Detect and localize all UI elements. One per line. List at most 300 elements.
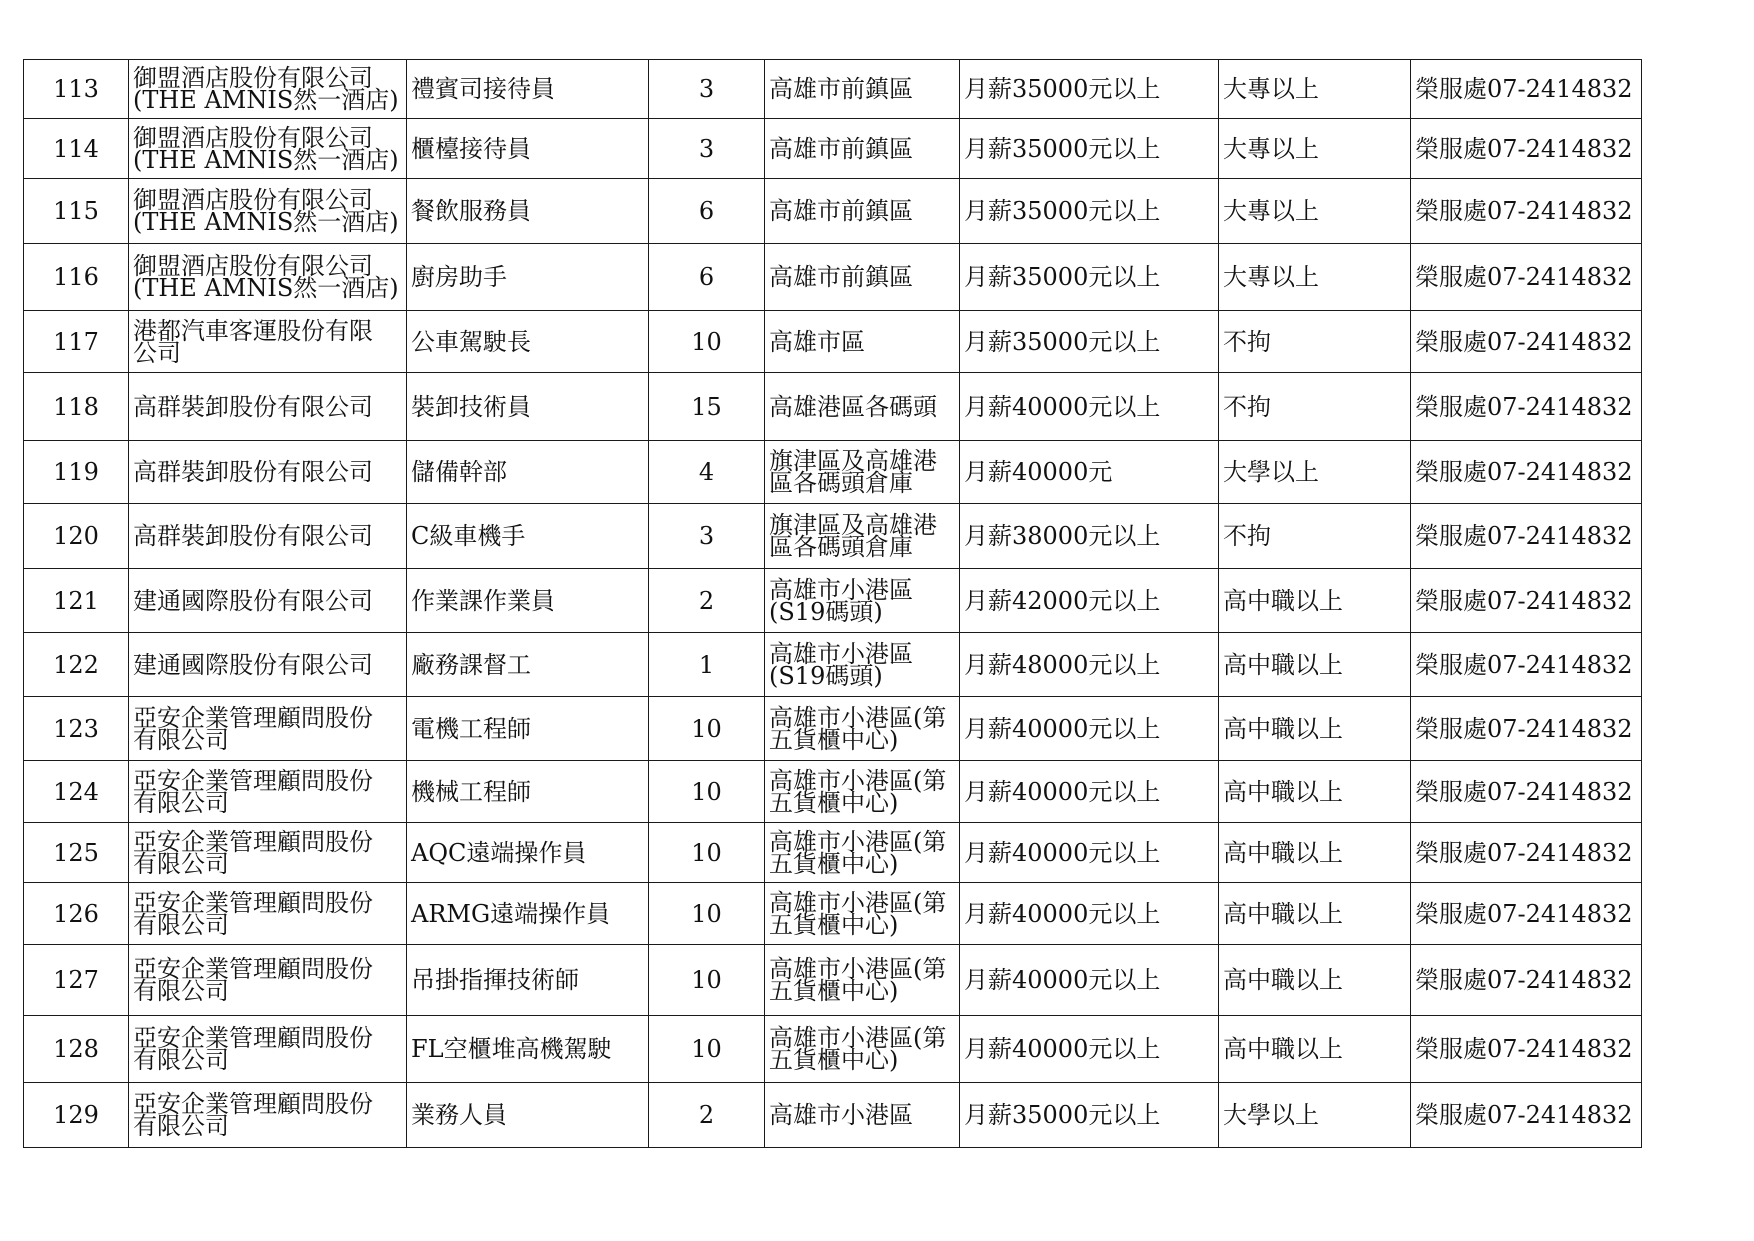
company-cell	[129, 504, 407, 569]
company-cell	[129, 311, 407, 373]
work-location-line: 高雄市小港區(第	[769, 703, 947, 732]
company-cell	[129, 823, 407, 883]
company-cell	[129, 1083, 407, 1148]
job-title-cell	[407, 883, 649, 945]
row-number-text: 114	[53, 134, 99, 163]
job-title-text: 吊掛指揮技術師	[411, 966, 579, 994]
education-requirement-cell	[1219, 945, 1411, 1016]
company-line: 高群裝卸股份有限公司	[133, 458, 373, 486]
work-location-line: 五貨櫃中心)	[769, 1046, 899, 1074]
job-title-text: 作業課作業員	[411, 586, 555, 615]
job-title-cell	[407, 244, 649, 311]
salary-cell	[960, 311, 1219, 373]
work-location-cell	[765, 569, 960, 633]
row-number-text: 128	[53, 1035, 99, 1063]
contact-text: 榮服處07-2414832	[1415, 134, 1633, 163]
job-title-text: 餐飲服務員	[411, 197, 531, 225]
row-number-text: 117	[53, 327, 99, 356]
job-title-cell	[407, 179, 649, 244]
contact-text: 榮服處07-2414832	[1415, 838, 1633, 867]
row-number-text: 127	[53, 966, 99, 994]
company-line: 高群裝卸股份有限公司	[133, 522, 373, 550]
job-title-cell	[407, 1016, 649, 1083]
work-location-cell	[765, 311, 960, 373]
work-location-line: 高雄市小港區	[769, 575, 913, 604]
company-cell	[129, 119, 407, 179]
work-location-line: 高雄市小港區	[769, 639, 913, 668]
row-number-text: 125	[53, 838, 99, 867]
contact-cell	[1411, 504, 1642, 569]
work-location-cell	[765, 244, 960, 311]
salary-cell	[960, 633, 1219, 697]
job-title-text: 業務人員	[411, 1101, 507, 1129]
salary-cell	[960, 1016, 1219, 1083]
contact-cell	[1411, 697, 1642, 761]
row-number-cell	[24, 441, 129, 504]
work-location-cell	[765, 1016, 960, 1083]
row-number-cell	[24, 883, 129, 945]
row-number-text: 124	[53, 777, 99, 806]
job-title-cell	[407, 1083, 649, 1148]
company-cell	[129, 179, 407, 244]
row-number-text: 113	[53, 75, 99, 103]
openings-count-text: 10	[691, 838, 722, 867]
company-cell	[129, 1016, 407, 1083]
company-line: 有限公司	[133, 1112, 229, 1140]
openings-count-cell	[649, 883, 765, 945]
table-row	[24, 244, 1642, 311]
salary-text: 月薪42000元以上	[964, 586, 1161, 615]
job-title-cell	[407, 311, 649, 373]
salary-text: 月薪35000元以上	[964, 263, 1161, 291]
openings-count-cell	[649, 119, 765, 179]
job-title-cell	[407, 697, 649, 761]
work-location-line: 旗津區及高雄港	[769, 511, 937, 539]
row-number-text: 119	[53, 458, 99, 486]
openings-count-text: 6	[698, 263, 715, 291]
company-line: 御盟酒店股份有限公司	[133, 252, 373, 280]
job-title-cell	[407, 761, 649, 823]
openings-count-text: 15	[691, 392, 722, 421]
table-row	[24, 504, 1642, 569]
openings-count-cell	[649, 697, 765, 761]
job-title-text: AQC遠端操作員	[411, 838, 587, 867]
table-row	[24, 883, 1642, 945]
work-location-cell	[765, 945, 960, 1016]
row-number-cell	[24, 179, 129, 244]
job-title-cell	[407, 60, 649, 119]
job-listing-body	[24, 60, 1642, 1148]
education-requirement-cell	[1219, 311, 1411, 373]
salary-cell	[960, 504, 1219, 569]
work-location-line: 區各碼頭倉庫	[769, 533, 913, 561]
openings-count-cell	[649, 311, 765, 373]
row-number-text: 122	[53, 650, 99, 679]
row-number-cell	[24, 311, 129, 373]
row-number-cell	[24, 244, 129, 311]
salary-cell	[960, 883, 1219, 945]
work-location-cell	[765, 119, 960, 179]
row-number-cell	[24, 373, 129, 441]
work-location-line: 五貨櫃中心)	[769, 977, 899, 1005]
salary-text: 月薪48000元以上	[964, 650, 1161, 679]
row-number-cell	[24, 945, 129, 1016]
work-location-cell	[765, 60, 960, 119]
salary-cell	[960, 119, 1219, 179]
salary-text: 月薪40000元以上	[964, 392, 1161, 421]
company-line: 亞安企業管理顧問股份	[133, 955, 373, 983]
job-title-text: 廠務課督工	[411, 650, 531, 679]
work-location-line: 高雄市前鎮區	[769, 75, 913, 103]
education-requirement-text: 高中職以上	[1223, 586, 1343, 615]
job-title-text: 電機工程師	[411, 714, 531, 743]
company-line: 有限公司	[133, 1046, 229, 1074]
company-cell	[129, 633, 407, 697]
openings-count-cell	[649, 441, 765, 504]
contact-text: 榮服處07-2414832	[1415, 586, 1633, 615]
contact-cell	[1411, 883, 1642, 945]
education-requirement-text: 不拘	[1223, 327, 1271, 356]
company-line: 御盟酒店股份有限公司	[133, 186, 373, 214]
work-location-line: 高雄市小港區	[769, 1101, 913, 1129]
contact-cell	[1411, 179, 1642, 244]
row-number-cell	[24, 697, 129, 761]
company-line: 亞安企業管理顧問股份	[133, 1090, 373, 1118]
work-location-cell	[765, 373, 960, 441]
company-line: (THE AMNIS然一酒店)	[133, 208, 399, 236]
company-cell	[129, 60, 407, 119]
salary-cell	[960, 1083, 1219, 1148]
salary-text: 月薪35000元以上	[964, 75, 1161, 103]
education-requirement-text: 大學以上	[1223, 458, 1319, 486]
openings-count-text: 10	[691, 1035, 722, 1063]
company-line: 亞安企業管理顧問股份	[133, 888, 373, 917]
company-line: (THE AMNIS然一酒店)	[133, 274, 399, 302]
education-requirement-text: 大專以上	[1223, 75, 1319, 103]
row-number-text: 123	[53, 714, 99, 743]
salary-text: 月薪35000元以上	[964, 1101, 1161, 1129]
company-line: (THE AMNIS然一酒店)	[133, 86, 399, 114]
table-row	[24, 179, 1642, 244]
contact-cell	[1411, 761, 1642, 823]
education-requirement-cell	[1219, 244, 1411, 311]
contact-text: 榮服處07-2414832	[1415, 392, 1633, 421]
salary-text: 月薪35000元以上	[964, 197, 1161, 225]
salary-text: 月薪35000元以上	[964, 327, 1161, 356]
education-requirement-text: 不拘	[1223, 392, 1271, 421]
table-row	[24, 373, 1642, 441]
contact-text: 榮服處07-2414832	[1415, 650, 1633, 679]
table-row	[24, 945, 1642, 1016]
education-requirement-cell	[1219, 823, 1411, 883]
table-row	[24, 60, 1642, 119]
openings-count-text: 3	[698, 134, 715, 163]
work-location-line: 高雄市小港區(第	[769, 955, 947, 983]
contact-cell	[1411, 569, 1642, 633]
openings-count-text: 10	[691, 777, 722, 806]
work-location-cell	[765, 441, 960, 504]
work-location-line: 高雄市前鎮區	[769, 263, 913, 291]
job-title-cell	[407, 504, 649, 569]
education-requirement-cell	[1219, 569, 1411, 633]
openings-count-text: 10	[691, 966, 722, 994]
row-number-cell	[24, 1083, 129, 1148]
company-line: 亞安企業管理顧問股份	[133, 1024, 373, 1052]
contact-text: 榮服處07-2414832	[1415, 263, 1633, 291]
contact-text: 榮服處07-2414832	[1415, 1035, 1633, 1063]
education-requirement-cell	[1219, 697, 1411, 761]
openings-count-cell	[649, 569, 765, 633]
row-number-text: 121	[53, 586, 99, 615]
company-line: 有限公司	[133, 725, 229, 754]
salary-text: 月薪35000元以上	[964, 134, 1161, 163]
row-number-cell	[24, 633, 129, 697]
table-row	[24, 441, 1642, 504]
work-location-line: 高雄市小港區(第	[769, 1024, 947, 1052]
company-line: 有限公司	[133, 910, 229, 939]
company-line: 有限公司	[133, 977, 229, 1005]
openings-count-cell	[649, 504, 765, 569]
table-row	[24, 119, 1642, 179]
openings-count-cell	[649, 373, 765, 441]
table-row	[24, 823, 1642, 883]
table-row	[24, 1083, 1642, 1148]
openings-count-cell	[649, 633, 765, 697]
company-cell	[129, 883, 407, 945]
company-line: 亞安企業管理顧問股份	[133, 703, 373, 732]
education-requirement-text: 高中職以上	[1223, 714, 1343, 743]
openings-count-text: 3	[698, 522, 715, 550]
salary-text: 月薪40000元以上	[964, 838, 1161, 867]
salary-text: 月薪40000元以上	[964, 714, 1161, 743]
job-title-cell	[407, 373, 649, 441]
company-line: 御盟酒店股份有限公司	[133, 64, 373, 92]
row-number-text: 126	[53, 899, 99, 928]
contact-cell	[1411, 244, 1642, 311]
contact-text: 榮服處07-2414832	[1415, 75, 1633, 103]
openings-count-cell	[649, 1083, 765, 1148]
company-line: 亞安企業管理顧問股份	[133, 827, 373, 856]
company-cell	[129, 441, 407, 504]
row-number-cell	[24, 1016, 129, 1083]
work-location-line: 五貨櫃中心)	[769, 849, 899, 878]
openings-count-cell	[649, 761, 765, 823]
job-title-text: C級車機手	[411, 522, 526, 550]
openings-count-text: 1	[698, 650, 715, 679]
education-requirement-text: 高中職以上	[1223, 1035, 1343, 1063]
row-number-text: 116	[53, 263, 99, 291]
contact-cell	[1411, 823, 1642, 883]
education-requirement-text: 大專以上	[1223, 134, 1319, 163]
education-requirement-cell	[1219, 119, 1411, 179]
openings-count-text: 2	[698, 1101, 715, 1129]
job-title-text: 機械工程師	[411, 777, 531, 806]
job-title-text: 櫃檯接待員	[411, 134, 531, 163]
job-title-text: 禮賓司接待員	[411, 75, 555, 103]
work-location-cell	[765, 823, 960, 883]
openings-count-cell	[649, 1016, 765, 1083]
education-requirement-cell	[1219, 373, 1411, 441]
table-row	[24, 569, 1642, 633]
work-location-cell	[765, 697, 960, 761]
education-requirement-cell	[1219, 1016, 1411, 1083]
company-line: 高群裝卸股份有限公司	[133, 392, 373, 421]
job-title-text: ARMG遠端操作員	[411, 899, 611, 928]
contact-cell	[1411, 373, 1642, 441]
salary-cell	[960, 569, 1219, 633]
contact-text: 榮服處07-2414832	[1415, 966, 1633, 994]
openings-count-text: 6	[698, 197, 715, 225]
company-cell	[129, 569, 407, 633]
work-location-line: (S19碼頭)	[769, 597, 883, 626]
row-number-cell	[24, 60, 129, 119]
company-line: (THE AMNIS然一酒店)	[133, 145, 399, 174]
work-location-line: (S19碼頭)	[769, 661, 883, 690]
contact-cell	[1411, 633, 1642, 697]
salary-text: 月薪40000元以上	[964, 899, 1161, 928]
contact-cell	[1411, 1083, 1642, 1148]
education-requirement-text: 高中職以上	[1223, 650, 1343, 679]
job-title-cell	[407, 569, 649, 633]
row-number-text: 118	[53, 392, 99, 421]
contact-text: 榮服處07-2414832	[1415, 327, 1633, 356]
contact-cell	[1411, 441, 1642, 504]
education-requirement-cell	[1219, 883, 1411, 945]
table-row	[24, 761, 1642, 823]
work-location-cell	[765, 883, 960, 945]
job-title-cell	[407, 633, 649, 697]
openings-count-text: 2	[698, 586, 715, 615]
work-location-cell	[765, 1083, 960, 1148]
openings-count-cell	[649, 60, 765, 119]
contact-text: 榮服處07-2414832	[1415, 899, 1633, 928]
education-requirement-text: 高中職以上	[1223, 966, 1343, 994]
openings-count-cell	[649, 244, 765, 311]
education-requirement-cell	[1219, 504, 1411, 569]
work-location-line: 五貨櫃中心)	[769, 725, 899, 754]
salary-text: 月薪40000元以上	[964, 777, 1161, 806]
education-requirement-text: 大學以上	[1223, 1101, 1319, 1129]
work-location-cell	[765, 504, 960, 569]
salary-cell	[960, 60, 1219, 119]
company-line: 亞安企業管理顧問股份	[133, 766, 373, 795]
job-title-text: 儲備幹部	[411, 458, 507, 486]
salary-cell	[960, 244, 1219, 311]
salary-text: 月薪40000元以上	[964, 966, 1161, 994]
openings-count-text: 10	[691, 714, 722, 743]
openings-count-text: 10	[691, 327, 722, 356]
education-requirement-text: 高中職以上	[1223, 899, 1343, 928]
work-location-line: 高雄市小港區(第	[769, 766, 947, 795]
work-location-line: 高雄市小港區(第	[769, 888, 947, 917]
company-cell	[129, 373, 407, 441]
education-requirement-text: 大專以上	[1223, 197, 1319, 225]
row-number-cell	[24, 823, 129, 883]
company-cell	[129, 697, 407, 761]
openings-count-text: 4	[698, 458, 715, 486]
education-requirement-cell	[1219, 1083, 1411, 1148]
job-title-text: FL空櫃堆高機駕駛	[411, 1035, 612, 1063]
work-location-line: 高雄市前鎮區	[769, 134, 913, 163]
row-number-cell	[24, 119, 129, 179]
row-number-text: 129	[53, 1101, 99, 1129]
work-location-cell	[765, 633, 960, 697]
company-cell	[129, 945, 407, 1016]
job-title-cell	[407, 823, 649, 883]
education-requirement-text: 不拘	[1223, 522, 1271, 550]
education-requirement-cell	[1219, 441, 1411, 504]
contact-cell	[1411, 119, 1642, 179]
contact-text: 榮服處07-2414832	[1415, 1101, 1633, 1129]
salary-cell	[960, 697, 1219, 761]
job-title-cell	[407, 119, 649, 179]
salary-cell	[960, 373, 1219, 441]
work-location-line: 高雄市區	[769, 327, 865, 356]
work-location-line: 旗津區及高雄港	[769, 447, 937, 475]
openings-count-cell	[649, 179, 765, 244]
table-row	[24, 697, 1642, 761]
education-requirement-cell	[1219, 60, 1411, 119]
education-requirement-cell	[1219, 179, 1411, 244]
salary-text: 月薪40000元以上	[964, 1035, 1161, 1063]
contact-text: 榮服處07-2414832	[1415, 458, 1633, 486]
contact-text: 榮服處07-2414832	[1415, 777, 1633, 806]
company-line: 建通國際股份有限公司	[133, 586, 373, 615]
openings-count-text: 3	[698, 75, 715, 103]
openings-count-cell	[649, 823, 765, 883]
contact-cell	[1411, 311, 1642, 373]
job-title-cell	[407, 441, 649, 504]
contact-text: 榮服處07-2414832	[1415, 714, 1633, 743]
work-location-line: 高雄市小港區(第	[769, 827, 947, 856]
openings-count-text: 10	[691, 899, 722, 928]
openings-count-cell	[649, 945, 765, 1016]
contact-text: 榮服處07-2414832	[1415, 522, 1633, 550]
row-number-cell	[24, 569, 129, 633]
work-location-line: 高雄市前鎮區	[769, 197, 913, 225]
job-listing-table	[23, 59, 1642, 1148]
salary-cell	[960, 761, 1219, 823]
job-title-text: 廚房助手	[411, 263, 507, 291]
work-location-cell	[765, 761, 960, 823]
salary-text: 月薪38000元以上	[964, 522, 1161, 550]
company-line: 有限公司	[133, 849, 229, 878]
education-requirement-text: 大專以上	[1223, 263, 1319, 291]
education-requirement-text: 高中職以上	[1223, 838, 1343, 867]
contact-text: 榮服處07-2414832	[1415, 197, 1633, 225]
work-location-cell	[765, 179, 960, 244]
salary-cell	[960, 441, 1219, 504]
table-row	[24, 311, 1642, 373]
row-number-text: 120	[53, 522, 99, 550]
company-cell	[129, 244, 407, 311]
job-title-text: 公車駕駛長	[411, 327, 531, 356]
company-line: 有限公司	[133, 788, 229, 817]
company-line: 港都汽車客運股份有限	[133, 316, 373, 345]
work-location-line: 區各碼頭倉庫	[769, 469, 913, 497]
salary-cell	[960, 945, 1219, 1016]
education-requirement-cell	[1219, 761, 1411, 823]
row-number-cell	[24, 504, 129, 569]
contact-cell	[1411, 945, 1642, 1016]
row-number-text: 115	[53, 197, 99, 225]
work-location-line: 五貨櫃中心)	[769, 788, 899, 817]
job-title-text: 裝卸技術員	[411, 392, 531, 421]
work-location-line: 五貨櫃中心)	[769, 910, 899, 939]
contact-cell	[1411, 60, 1642, 119]
company-line: 御盟酒店股份有限公司	[133, 123, 373, 152]
company-line: 公司	[133, 338, 181, 367]
